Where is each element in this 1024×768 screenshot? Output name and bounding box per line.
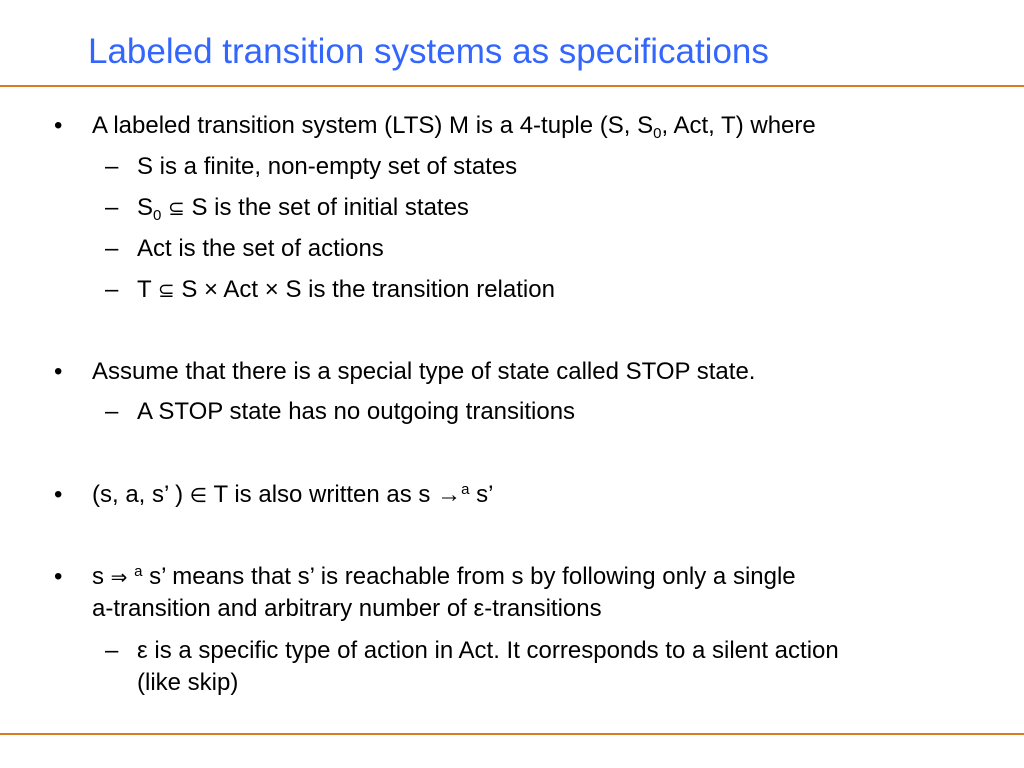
bullet-weak-transition-line1: s ⇒ $^a$ s’ means that s’ is reachable from s by following only a single <box>92 563 796 590</box>
bullet-marker: • <box>54 563 63 590</box>
bullet-marker: • <box>54 112 63 139</box>
top-divider <box>0 85 1024 87</box>
bottom-divider <box>0 733 1024 735</box>
sub-bullet-stop-no-outgoing: A STOP state has no outgoing transitions <box>137 398 576 425</box>
bullet-lts-definition: A labeled transition system (LTS) M is a 4-tuple (S, $S_0$, Act, T) where <box>92 112 816 142</box>
sub-bullet-states: S is a finite, non-empty set of states <box>137 153 518 180</box>
sub-bullet-marker: – <box>105 637 119 664</box>
sub-bullet-epsilon-line2: (like skip) <box>137 669 239 696</box>
sub-bullet-epsilon-line1: ε is a specific type of action in Act. It corresponds to a silent action <box>137 637 839 664</box>
bullet-weak-transition-line2: a-transition and arbitrary number of ε-transitions <box>92 595 602 622</box>
sub-bullet-initial-states: $S_0$ ⊆ S is the set of initial states <box>137 194 469 224</box>
sub-bullet-marker: – <box>105 398 119 425</box>
bullet-transition-notation: (s, a, s’ ) ∈ T is also written as s →$^a$ s’ <box>92 481 494 508</box>
sub-bullet-transition-relation: T ⊆ S × Act × S is the transition relation <box>137 276 555 303</box>
bullet-marker: • <box>54 358 63 385</box>
slide-title: Labeled transition systems as specifications <box>88 32 769 71</box>
sub-bullet-marker: – <box>105 235 119 262</box>
sub-bullet-actions: Act is the set of actions <box>137 235 384 262</box>
sub-bullet-marker: – <box>105 194 119 221</box>
sub-bullet-marker: – <box>105 276 119 303</box>
bullet-marker: • <box>54 481 63 508</box>
sub-bullet-marker: – <box>105 153 119 180</box>
bullet-stop-state: Assume that there is a special type of state called STOP state. <box>92 358 756 385</box>
